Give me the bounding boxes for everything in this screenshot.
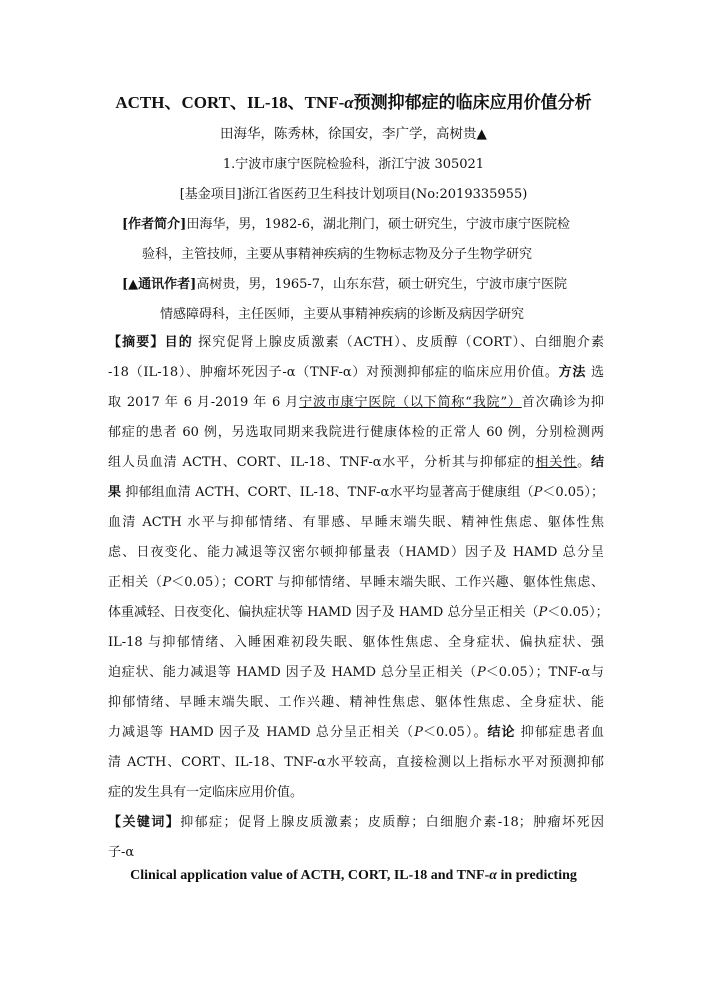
english-title-prefix: Clinical application value of ACTH, CORT, IL-18 and TNF- bbox=[130, 868, 490, 883]
corresponding-line bbox=[122, 276, 567, 294]
method-label: 方法 bbox=[558, 365, 587, 380]
hospital-abbrev-underlined: 宁波市康宁医院（以下简称“我院”） bbox=[299, 395, 522, 410]
abstract-text: ＜0.05）；TNF-α与 bbox=[485, 665, 604, 680]
keywords-text-2: 子-α bbox=[108, 845, 135, 860]
english-title bbox=[0, 866, 707, 886]
abstract-line bbox=[108, 334, 604, 352]
abstract-text: ＜0.05）； bbox=[547, 605, 609, 620]
paper-title bbox=[0, 92, 707, 114]
p-value-symbol: P bbox=[476, 665, 486, 680]
conclusion-label: 结论 bbox=[487, 725, 516, 740]
abstract-text: 。 bbox=[577, 455, 591, 470]
abstract-line bbox=[108, 574, 604, 592]
english-title-alpha: α bbox=[489, 868, 498, 883]
abstract-text: ＜0.05）。 bbox=[422, 725, 488, 740]
affiliation: 1.宁波市康宁医院检验科，浙江宁波 305021 bbox=[222, 157, 485, 172]
abstract-line: 抑郁情绪、早睡末端失眠、工作兴趣、精神性焦虑、躯体性焦虑、全身症状、能 bbox=[108, 695, 604, 710]
author-intro-label: [作者简介] bbox=[122, 217, 187, 232]
abstract-line bbox=[108, 724, 604, 742]
corresponding-label: [▲通讯作者] bbox=[122, 277, 197, 292]
abstract-line: 症的发生具有一定临床应用价值。 bbox=[108, 785, 304, 800]
fund-project: [基金项目]浙江省医药卫生科技计划项目(No:2019335955) bbox=[179, 187, 528, 202]
abstract-text: 抑郁症患者血 bbox=[515, 725, 604, 740]
abstract-text: 正相关（ bbox=[108, 575, 163, 590]
objective-label: 目的 bbox=[164, 335, 193, 350]
abstract-line bbox=[108, 484, 604, 502]
abstract-line bbox=[108, 394, 604, 412]
title-suffix: 预测抑郁症的临床应用价值分析 bbox=[353, 93, 592, 113]
abstract-text: 抑郁组血清 ACTH、CORT、IL-18、TNF-α水平均显著高于健康组（ bbox=[121, 485, 534, 500]
correlation-underlined: 相关性 bbox=[535, 455, 578, 470]
keywords-label: 【关键词】 bbox=[108, 815, 181, 830]
abstract-label: 【摘要】 bbox=[108, 335, 165, 350]
author-intro-text-2: 验科，主管技师，主要从事精神疾病的生物标志物及分子生物学研究 bbox=[142, 247, 533, 262]
abstract-text: -18（IL-18）、肿瘤坏死因子-α（TNF-α）对预测抑郁症的临床应用价值。 bbox=[108, 365, 559, 380]
english-title-suffix: in predicting bbox=[497, 868, 577, 883]
abstract-line: IL-18 与抑郁情绪、入睡困难初段失眠、躯体性焦虑、全身症状、偏执症状、强 bbox=[108, 635, 604, 650]
result-label-2: 果 bbox=[108, 485, 122, 500]
abstract-text: ＜0.05）；CORT 与抑郁情绪、早睡末端失眠、工作兴趣、躯体性焦虑、 bbox=[171, 575, 604, 590]
abstract-text: 探究促肾上腺皮质激素（ACTH）、皮质醇（CORT）、白细胞介素 bbox=[192, 335, 604, 350]
abstract-text: ＜0.05）； bbox=[542, 485, 604, 500]
abstract-line bbox=[108, 364, 604, 382]
abstract-text: 取 2017 年 6 月-2019 年 6 月 bbox=[108, 395, 300, 410]
title-alpha: α bbox=[344, 93, 354, 112]
author-intro-text-1: 田海华，男，1982-6，湖北荆门，硕士研究生，宁波市康宁医院检 bbox=[186, 217, 571, 232]
abstract-line: 虑、日夜变化、能力减退等汉密尔顿抑郁量表（HAMD）因子及 HAMD 总分呈 bbox=[108, 545, 604, 560]
title-prefix: ACTH、CORT、IL-18、TNF- bbox=[115, 93, 345, 112]
p-value-symbol: P bbox=[538, 605, 548, 620]
result-label-1: 结 bbox=[590, 455, 604, 470]
keywords-line bbox=[108, 814, 604, 832]
abstract-text: 选 bbox=[586, 365, 604, 380]
abstract-line: 清 ACTH、CORT、IL-18、TNF-α水平较高，直接检测以上指标水平对预测抑郁 bbox=[108, 755, 604, 770]
abstract-text: 力减退等 HAMD 因子及 HAMD 总分呈正相关（ bbox=[108, 725, 415, 740]
abstract-text: 首次确诊为抑 bbox=[521, 395, 604, 410]
corresponding-text-2: 情感障碍科，主任医师，主要从事精神疾病的诊断及病因学研究 bbox=[160, 307, 525, 322]
abstract-line bbox=[108, 664, 604, 682]
p-value-symbol: P bbox=[414, 725, 423, 740]
corresponding-text-1: 高树贵，男，1965-7，山东东营，硕士研究生，宁波市康宁医院 bbox=[196, 277, 568, 292]
abstract-text: 体重减轻、日夜变化、偏执症状等 HAMD 因子及 HAMD 总分呈正相关（ bbox=[108, 605, 539, 620]
author-intro-line bbox=[122, 216, 570, 234]
abstract-text: 组人员血清 ACTH、CORT、IL-18、TNF-α水平，分析其与抑郁症的 bbox=[108, 455, 536, 470]
p-value-symbol: P bbox=[162, 575, 172, 590]
abstract-text: 迫症状、能力减退等 HAMD 因子及 HAMD 总分呈正相关（ bbox=[108, 665, 477, 680]
keywords-text-1: 抑郁症；促肾上腺皮质激素；皮质醇；白细胞介素-18；肿瘤坏死因 bbox=[180, 815, 604, 830]
abstract-line: 郁症的患者 60 例，另选取同期来我院进行健康体检的正常人 60 例，分别检测两 bbox=[108, 425, 604, 440]
abstract-line bbox=[108, 454, 604, 472]
p-value-symbol: P bbox=[533, 485, 543, 500]
abstract-line bbox=[108, 604, 609, 622]
abstract-line: 血清 ACTH 水平与抑郁情绪、有罪感、早睡末端失眠、精神性焦虑、躯体性焦 bbox=[108, 515, 604, 530]
author-list: 田海华，陈秀林，徐国安，李广学，高树贵▲ bbox=[220, 126, 487, 142]
